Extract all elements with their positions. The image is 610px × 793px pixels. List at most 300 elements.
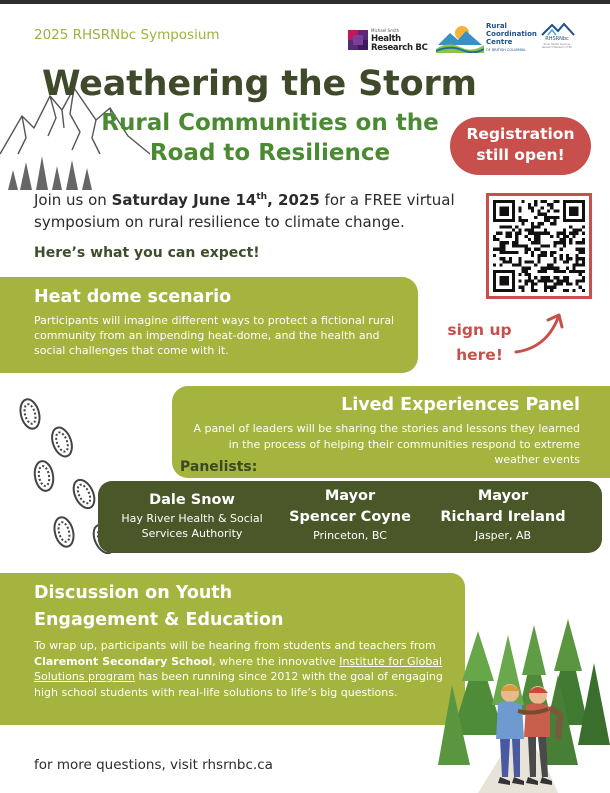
qr-module (531, 289, 534, 292)
qr-module (506, 210, 509, 213)
qr-module (512, 263, 515, 266)
qr-module (537, 235, 540, 238)
qr-module (509, 289, 512, 292)
panelist-2-title: Mayor (324, 488, 376, 504)
qr-module (537, 225, 540, 228)
qr-module (569, 219, 572, 222)
qr-module (553, 270, 556, 273)
msfhr-logo (348, 26, 428, 53)
qr-module (569, 206, 572, 209)
qr-module (547, 216, 550, 219)
qr-module (572, 270, 575, 273)
qr-module (541, 244, 544, 247)
qr-module (537, 222, 540, 225)
qr-module (503, 289, 506, 292)
qr-module (509, 251, 512, 254)
qr-module (547, 244, 550, 247)
qr-module (575, 270, 578, 273)
qr-module (582, 225, 585, 228)
qr-module (550, 251, 553, 254)
qr-module (550, 216, 553, 219)
qr-module (503, 241, 506, 244)
qr-module (503, 206, 506, 209)
qr-module (563, 238, 566, 241)
qr-module (553, 276, 556, 279)
qr-module (572, 219, 575, 222)
youth-body-c: has been running since 2012 with the goal of engaging high school students with real-life solutions to life’s big questions. (34, 670, 443, 699)
qr-module (525, 229, 528, 232)
qr-module (493, 206, 496, 209)
qr-module (575, 260, 578, 263)
qr-module (579, 229, 582, 232)
qr-module (503, 225, 506, 228)
qr-module (518, 210, 521, 213)
qr-module (522, 267, 525, 270)
qr-module (509, 270, 512, 273)
qr-module (560, 232, 563, 235)
qr-module (496, 200, 499, 203)
intro-date-sup: th (256, 192, 268, 202)
qr-module (522, 244, 525, 247)
qr-module (582, 289, 585, 292)
qr-module (518, 260, 521, 263)
qr-module (493, 273, 496, 276)
panelists-label: Panelists: (180, 459, 258, 475)
qr-module (541, 279, 544, 282)
qr-module (541, 267, 544, 270)
qr-module (541, 213, 544, 216)
qr-module (506, 225, 509, 228)
qr-module (572, 210, 575, 213)
intro-text (34, 186, 474, 233)
qr-module (512, 206, 515, 209)
qr-module (493, 216, 496, 219)
qr-module (553, 251, 556, 254)
qr-module (518, 279, 521, 282)
qr-module (572, 200, 575, 203)
qr-module (525, 235, 528, 238)
qr-module (509, 219, 512, 222)
qr-module (550, 203, 553, 206)
qr-module (572, 267, 575, 270)
qr-module (528, 260, 531, 263)
qr-module (550, 235, 553, 238)
qr-module (515, 241, 518, 244)
qr-module (496, 248, 499, 251)
subtitle-line2: Road to Resilience (149, 140, 391, 166)
qr-module (537, 238, 540, 241)
qr-module (544, 282, 547, 285)
qr-module (582, 232, 585, 235)
lived-experiences-heading: Lived Experiences Panel (341, 395, 580, 415)
qr-module (579, 286, 582, 289)
qr-module (499, 248, 502, 251)
qr-module (563, 219, 566, 222)
qr-module (537, 270, 540, 273)
qr-module (531, 241, 534, 244)
qr-module (506, 289, 509, 292)
qr-module (575, 279, 578, 282)
qr-module (563, 216, 566, 219)
intro-post: for a FREE virtual symposium on rural resilience to climate change. (34, 191, 455, 231)
qr-module (582, 248, 585, 251)
qr-module (563, 200, 566, 203)
qr-module (563, 276, 566, 279)
qr-module (512, 251, 515, 254)
qr-module (515, 232, 518, 235)
qr-module (525, 244, 528, 247)
qr-module (534, 225, 537, 228)
qr-module (550, 263, 553, 266)
qr-module (515, 263, 518, 266)
qr-module (563, 241, 566, 244)
qr-module (547, 286, 550, 289)
qr-module (563, 232, 566, 235)
qr-module (569, 200, 572, 203)
qr-module (541, 200, 544, 203)
qr-module (544, 213, 547, 216)
qr-module (556, 235, 559, 238)
qr-module (525, 260, 528, 263)
panelists-box (98, 481, 602, 553)
qr-module (575, 263, 578, 266)
qr-module (493, 276, 496, 279)
qr-module (566, 279, 569, 282)
rhsrnbc-sub2: Research Network of BC (541, 46, 573, 49)
qr-module (544, 216, 547, 219)
panelist-1-name: Dale Snow (149, 492, 235, 508)
qr-module (579, 241, 582, 244)
qr-module (518, 232, 521, 235)
qr-module (563, 210, 566, 213)
qr-module (575, 232, 578, 235)
qr-module (553, 200, 556, 203)
rhsrnbc-mountain-icon (538, 22, 576, 36)
qr-module (515, 238, 518, 241)
qr-module (506, 232, 509, 235)
heat-dome-body: Participants will imagine different ways to protect a fictional rural community from an impending heat-dome, and the health and social challenges that come with it. (34, 314, 395, 357)
qr-module (579, 257, 582, 260)
qr-module (534, 232, 537, 235)
intro-date-b: , 2025 (267, 191, 320, 209)
heat-dome-heading: Heat dome scenario (34, 287, 232, 307)
qr-module (541, 206, 544, 209)
qr-module (582, 219, 585, 222)
qr-module (506, 276, 509, 279)
qr-module (493, 200, 496, 203)
qr-module (537, 260, 540, 263)
qr-module (534, 248, 537, 251)
rcc-line2: Coordination (486, 30, 537, 38)
qr-module (572, 263, 575, 266)
qr-module (506, 282, 509, 285)
qr-module (512, 200, 515, 203)
qr-module (499, 282, 502, 285)
lived-experiences-body: A panel of leaders will be sharing the stories and lessons they learned in the process of helping their communities respond to extreme weather events (193, 422, 580, 466)
qr-module (544, 276, 547, 279)
qr-module (553, 244, 556, 247)
qr-module (556, 210, 559, 213)
qr-module (553, 219, 556, 222)
youth-school: Claremont Secondary School (34, 654, 213, 668)
qr-module (544, 267, 547, 270)
qr-module (512, 282, 515, 285)
signup-text[interactable] (442, 318, 517, 368)
qr-module (582, 206, 585, 209)
panelist-1 (108, 481, 276, 541)
qr-module (506, 213, 509, 216)
youth-body (34, 638, 447, 700)
qr-module (509, 200, 512, 203)
qr-module (537, 254, 540, 257)
top-bar (0, 0, 610, 4)
qr-module (512, 286, 515, 289)
qr-module (509, 235, 512, 238)
qr-module (560, 241, 563, 244)
qr-module (547, 263, 550, 266)
qr-module (534, 276, 537, 279)
qr-module (503, 251, 506, 254)
qr-module (547, 219, 550, 222)
qr-module (528, 273, 531, 276)
footer-text: for more questions, visit rhsrnbc.ca (34, 757, 273, 773)
page-title: Weathering the Storm (42, 64, 477, 104)
qr-module (544, 232, 547, 235)
qr-module (525, 267, 528, 270)
panelist-3-name: Richard Ireland (440, 509, 566, 525)
qr-module (506, 235, 509, 238)
qr-module (550, 206, 553, 209)
qr-module (582, 260, 585, 263)
qr-module (496, 219, 499, 222)
qr-module (575, 200, 578, 203)
qr-module (493, 263, 496, 266)
qr-module (499, 276, 502, 279)
qr-module (575, 206, 578, 209)
qr-module (499, 244, 502, 247)
qr-module (566, 282, 569, 285)
qr-module (499, 225, 502, 228)
qr-module (531, 286, 534, 289)
qr-module (528, 276, 531, 279)
qr-module (560, 282, 563, 285)
qr-module (528, 232, 531, 235)
qr-module (537, 248, 540, 251)
panelist-3-title: Mayor (477, 488, 529, 504)
qr-module (560, 279, 563, 282)
qr-module (493, 238, 496, 241)
qr-module (534, 238, 537, 241)
qr-code-icon[interactable] (486, 193, 592, 299)
qr-module (499, 219, 502, 222)
qr-module (550, 222, 553, 225)
qr-module (553, 257, 556, 260)
qr-module (531, 232, 534, 235)
qr-module (566, 254, 569, 257)
qr-module (534, 282, 537, 285)
qr-module (563, 244, 566, 247)
qr-module (582, 200, 585, 203)
qr-module (518, 286, 521, 289)
qr-module (515, 225, 518, 228)
qr-module (506, 241, 509, 244)
qr-module (512, 279, 515, 282)
qr-module (531, 279, 534, 282)
qr-module (512, 216, 515, 219)
qr-module (566, 267, 569, 270)
qr-module (547, 279, 550, 282)
qr-module (522, 286, 525, 289)
qr-module (499, 232, 502, 235)
qr-module (572, 232, 575, 235)
qr-module (560, 270, 563, 273)
qr-module (518, 206, 521, 209)
qr-module (547, 203, 550, 206)
qr-module (541, 251, 544, 254)
qr-module (499, 270, 502, 273)
qr-module (575, 213, 578, 216)
qr-module (582, 270, 585, 273)
qr-module (493, 248, 496, 251)
qr-module (528, 238, 531, 241)
qr-module (544, 286, 547, 289)
qr-module (531, 225, 534, 228)
qr-module (537, 210, 540, 213)
qr-module (569, 238, 572, 241)
qr-module (496, 270, 499, 273)
signup-line2: here! (456, 346, 503, 364)
qr-module (575, 248, 578, 251)
qr-module (512, 241, 515, 244)
qr-module (553, 222, 556, 225)
qr-module (531, 282, 534, 285)
qr-module (512, 213, 515, 216)
qr-module (493, 219, 496, 222)
symposium-label: 2025 RHSRNbc Symposium (34, 27, 220, 43)
qr-module (563, 229, 566, 232)
youth-heading-line2: Engagement & Education (34, 610, 284, 630)
rhsrnbc-logo (538, 22, 576, 56)
qr-module (512, 219, 515, 222)
qr-module (509, 225, 512, 228)
qr-module (582, 276, 585, 279)
qr-module (544, 219, 547, 222)
qr-module (544, 200, 547, 203)
qr-module (525, 282, 528, 285)
panelist-2-name: Spencer Coyne (289, 509, 411, 525)
qr-module (499, 210, 502, 213)
qr-module (493, 282, 496, 285)
qr-module (544, 279, 547, 282)
qr-module (566, 219, 569, 222)
qr-module (556, 270, 559, 273)
qr-module (560, 257, 563, 260)
qr-module (556, 241, 559, 244)
qr-module (569, 232, 572, 235)
qr-module (503, 276, 506, 279)
qr-module (541, 276, 544, 279)
qr-module (534, 263, 537, 266)
qr-module (550, 254, 553, 257)
qr-module (563, 203, 566, 206)
qr-module (569, 270, 572, 273)
qr-module (575, 254, 578, 257)
qr-module (575, 219, 578, 222)
qr-module (503, 219, 506, 222)
qr-module (569, 210, 572, 213)
qr-module (560, 238, 563, 241)
qr-module (518, 244, 521, 247)
qr-module (556, 200, 559, 203)
qr-module (556, 216, 559, 219)
qr-module (547, 276, 550, 279)
youth-card (0, 573, 465, 725)
qr-module (579, 279, 582, 282)
qr-module (566, 200, 569, 203)
qr-module (499, 206, 502, 209)
qr-module (531, 206, 534, 209)
qr-module (566, 276, 569, 279)
qr-module (544, 254, 547, 257)
qr-module (512, 273, 515, 276)
intro-date-a: Saturday June 14 (111, 191, 257, 209)
expect-heading: Here’s what you can expect! (34, 245, 260, 261)
qr-module (534, 241, 537, 244)
qr-module (512, 203, 515, 206)
qr-module (575, 210, 578, 213)
qr-module (556, 276, 559, 279)
qr-module (534, 289, 537, 292)
qr-module (572, 229, 575, 232)
qr-module (499, 251, 502, 254)
qr-module (506, 270, 509, 273)
qr-module (556, 279, 559, 282)
qr-module (544, 270, 547, 273)
registration-line2: still open! (476, 146, 565, 164)
qr-module (563, 279, 566, 282)
youth-program-link[interactable]: Institute for Global Solutions program (34, 654, 443, 683)
panelist-1-role2: Services Authority (141, 527, 243, 540)
qr-module (553, 210, 556, 213)
qr-module (528, 229, 531, 232)
hikers-illustration (438, 615, 610, 793)
qr-module (499, 279, 502, 282)
qr-module (579, 219, 582, 222)
intro-pre: Join us on (34, 191, 112, 209)
qr-module (506, 279, 509, 282)
qr-module (512, 276, 515, 279)
qr-module (528, 203, 531, 206)
qr-module (525, 279, 528, 282)
qr-module (503, 279, 506, 282)
qr-module (518, 216, 521, 219)
qr-module (566, 260, 569, 263)
qr-module (572, 213, 575, 216)
qr-module (541, 254, 544, 257)
rcc-logo (436, 22, 537, 54)
registration-badge[interactable] (450, 117, 591, 175)
qr-module (563, 235, 566, 238)
qr-module (537, 232, 540, 235)
panelist-2 (280, 481, 420, 543)
qr-module (579, 270, 582, 273)
qr-module (553, 286, 556, 289)
qr-module (503, 270, 506, 273)
qr-module (563, 289, 566, 292)
qr-module (518, 257, 521, 260)
panelist-3-role: Jasper, AB (474, 529, 532, 542)
qr-module (553, 267, 556, 270)
